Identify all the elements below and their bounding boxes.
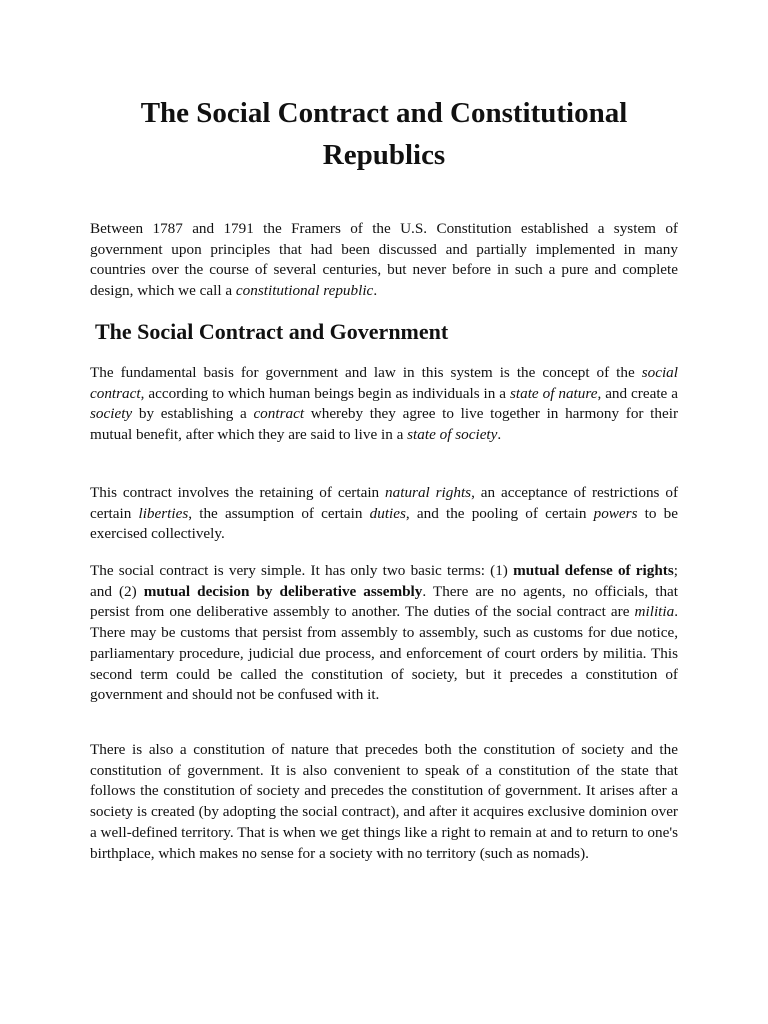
paragraph-text: This contract involves the retaining of certain [90,484,386,501]
paragraph-text: to be exercised collectively. [90,504,678,543]
paragraph-text: ; and (2) [90,562,678,600]
intro-emphasis: constitutional republic [235,282,374,300]
paragraph-bold: mutual defense of rights [513,562,674,579]
paragraph-emphasis: contract [253,405,305,423]
paragraph-emphasis: duties [369,504,406,522]
paragraph-emphasis: liberties [138,504,189,522]
intro-paragraph [90,219,678,302]
paragraph-emphasis: natural rights [385,484,472,501]
paragraph-text: . There are no agents, no officials, that persist from one deliberative assembly to another. The duties of the social contract are [90,582,679,621]
intro-text: Between 1787 and 1791 the Framers of the U.S. Constitution established a system of government upon principles that had been discussed and partially implemented in many countries over the course of several centuries, but never before in such a pure and complete design, which we call a [90,220,678,300]
paragraph-emphasis: society [90,405,133,423]
intro-text-end: . [373,282,378,300]
paragraph-text: whereby they agree to live together in harmony for their mutual benefit, after which they are said to live in a [90,405,679,444]
paragraph-emphasis: state of nature [509,384,598,402]
paragraph-text: , and the pooling of certain [405,504,594,522]
paragraph-constitution-of-nature: There is also a constitution of nature that precedes both the constitution of society and the constitution of government. It is also convenient to speak of a constitution of the state that follows the constitution of society and precedes the constitution of government. It arises after a society is created (by adopting the social contract), and after it acquires exclusive dominion over a well-defined territory. That is when we get things like a right to remain at and to return to one's birthplace, which makes no sense for a society with no territory (such as nomads). [90,741,678,862]
paragraph-emphasis: state of society [407,426,498,444]
paragraph-social-contract [90,363,678,446]
paragraph-emphasis: social contract [90,364,678,402]
section-heading: The Social Contract and Government [95,319,449,344]
paragraph-emphasis: powers [593,504,638,522]
paragraph-text: by establishing a [132,405,254,423]
paragraph-text: , an acceptance of restrictions of certain [90,484,678,522]
paragraph-text: . [497,426,502,444]
paragraph-text: . There may be customs that persist from assembly to assembly, such as customs for due notice, parliamentary procedure, judicial due process, and enforcement of court orders by militia. This second term could be called the constitution of society, but it precedes a constitution of government and should not be confused with it. [90,603,678,704]
paragraph-bold: mutual decision by deliberative assembly [143,582,423,600]
paragraph-text: , the assumption of certain [188,504,370,522]
paragraph-text: The social contract is very simple. It has only two basic terms: (1) [90,562,514,579]
paragraph-contract-terms [90,483,678,545]
paragraph-basic-terms [90,561,678,706]
paragraph-text: The fundamental basis for government and law in this system is the concept of the [90,364,642,381]
paragraph-emphasis: militia [634,603,675,621]
document-title: The Social Contract and Constitutional Republics [140,97,628,171]
paragraph-text: , and create a [597,384,678,402]
paragraph-text: , according to which human beings begin as individuals in a [140,384,510,402]
